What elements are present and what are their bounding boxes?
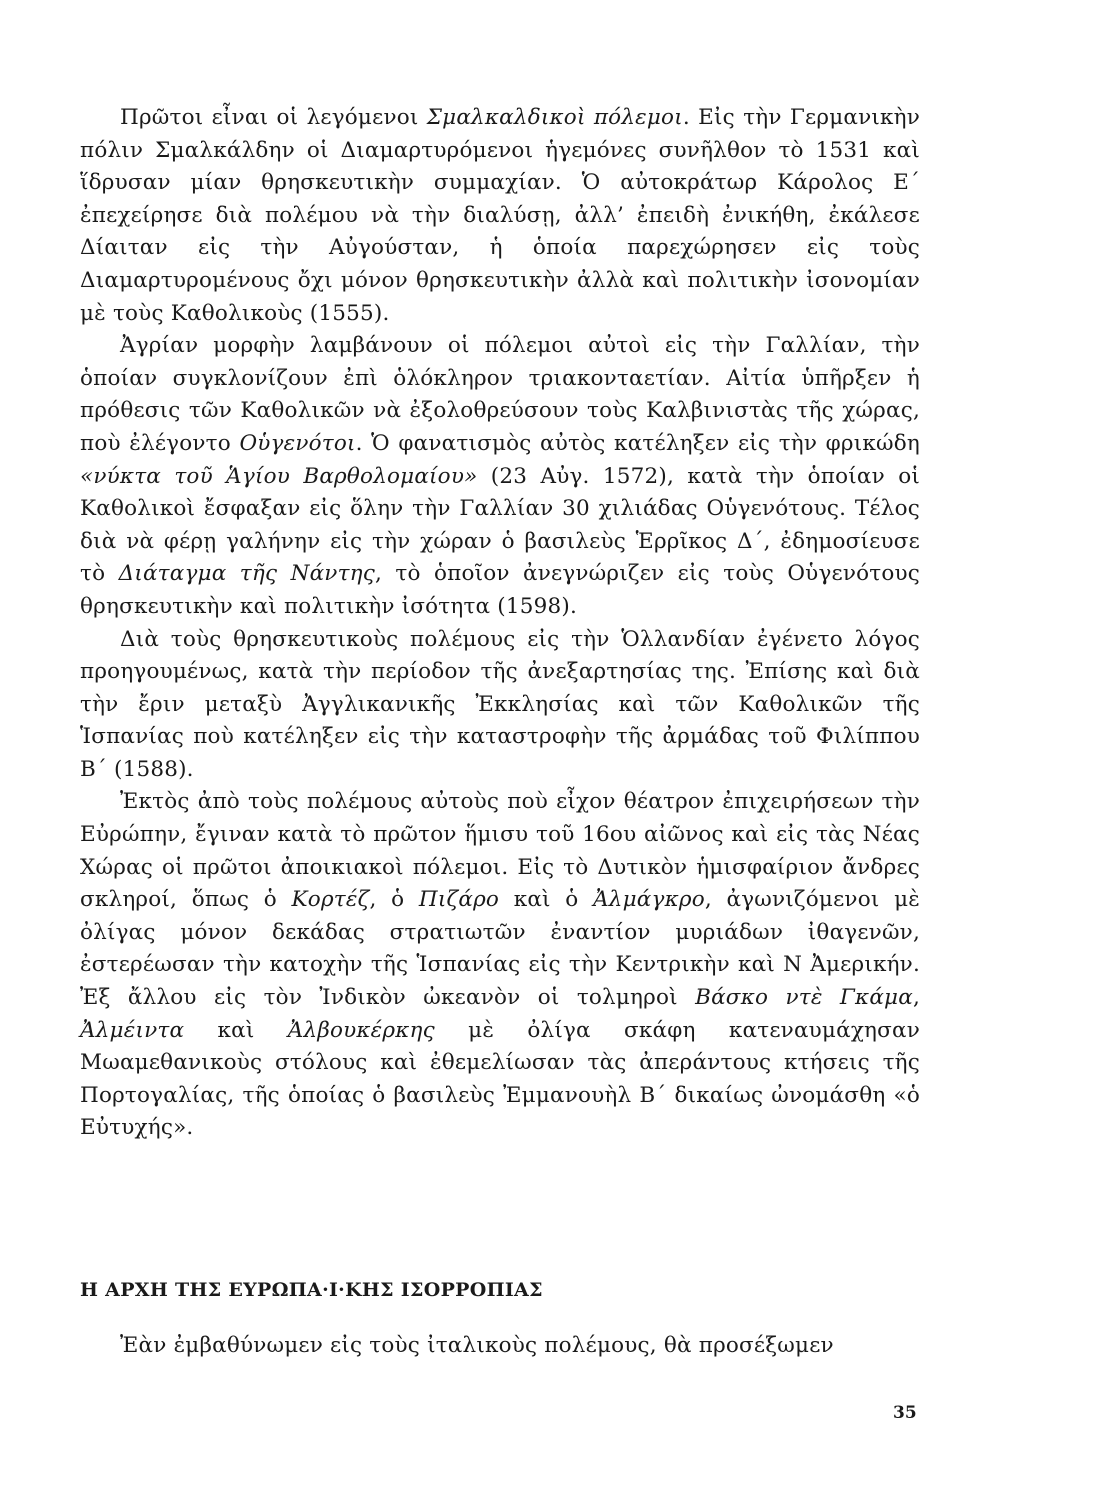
text-run: καὶ xyxy=(184,1017,288,1043)
text-run: . Ὁ φανατισμὸς αὐτὸς κατέληξεν εἰς τὴν φρικώδη xyxy=(355,430,920,456)
paragraph-3 xyxy=(80,624,920,787)
italic-term: Διάταγμα τῆς Νάντης xyxy=(118,561,375,587)
text-run: Διὰ τοὺς θρησκευτικοὺς πολέμους εἰς τὴν Ὁλλανδίαν ἐγένετο λόγος προηγουμένως, κατὰ τὴν περίοδον τῆς ἀνεξαρτησίας της. Ἐπίσης καὶ διὰ τὴν ἔριν μεταξὺ Ἀγγλικανικῆς Ἐκκλησίας καὶ τῶν Καθολικῶν τῆς Ἱσπανίας ποὺ κατέληξεν εἰς τὴν καταστροφὴν τῆς ἀρμάδας τοῦ Φιλίππου Β΄ (1588). xyxy=(80,626,920,782)
text-run: Ἐκτὸς ἀπὸ τοὺς πολέμους αὐτοὺς ποὺ εἶχον θέατρον ἐπιχειρήσεων τὴν Εὐρώπην, ἔγιναν κατὰ τὸ πρῶτον ἥμισυ τοῦ 16ου αἰῶνος καὶ εἰς τὰς Νέας Χώρας οἱ πρῶτοι ἀποικιακοὶ πόλεμοι. Εἰς τὸ Δυτικὸν ἡμισφαίριον ἄνδρες σκληροί, ὅπως ὁ xyxy=(80,789,920,913)
text-run: (23 Αὐγ. 1572), κατὰ τὴν ὁποίαν οἱ Καθολικοὶ ἔσφαξαν εἰς ὅλην τὴν Γαλλίαν 30 χιλιάδας Οὑγενότους. Τέλος διὰ νὰ φέρῃ γαλήνην εἰς τὴν χώραν ὁ βασιλεὺς Ἑρρῖκος Δ΄, ἐδημοσίευσε τὸ xyxy=(80,463,920,587)
paragraph-4 xyxy=(80,786,920,1145)
italic-term: Οὑγενότοι xyxy=(239,430,356,456)
text-run: μὲ ὀλίγα σκάφη κατεναυμάχησαν Μωαμεθανικοὺς στόλους καὶ ἐθεμελίωσαν τὰς ἀπεράντους κτήσεις τῆς Πορτογαλίας, τῆς ὁποίας ὁ βασιλεὺς Ἐμμανουὴλ Β΄ δικαίως ὠνομάσθη «ὁ Εὐτυχής». xyxy=(80,1017,920,1141)
italic-term: Βάσκο ντὲ Γκάμα xyxy=(695,985,913,1011)
italic-term: «νύκτα τοῦ Ἁγίου Βαρθολομαίου» xyxy=(80,463,478,489)
italic-term: Ἀλβουκέρκης xyxy=(287,1017,435,1043)
text-run: , xyxy=(912,985,920,1011)
text-run: , τὸ ὁποῖον ἀνεγνώριζεν εἰς τοὺς Οὑγενότους θρησκευτικὴν καὶ πολιτικὴν ἰσότητα (1598). xyxy=(80,561,921,619)
italic-term: Ἀλμέιντα xyxy=(80,1017,185,1043)
italic-term: Κορτέζ xyxy=(291,887,370,913)
text-run: , ἀγωνιζόμενοι μὲ ὀλίγας μόνον δεκάδας στρατιωτῶν ἐναντίον μυριάδων ἰθαγενῶν, ἐστερέωσαν τὴν κατοχὴν τῆς Ἱσπανίας εἰς τὴν Κεντρικὴν καὶ Ν Ἀμερικήν. Ἐξ ἄλλου εἰς τὸν Ἰνδικὸν ὠκεανὸν οἱ τολμηροὶ xyxy=(80,887,921,1011)
paragraph-1 xyxy=(80,102,920,330)
italic-term: Ἀλμάγκρο xyxy=(593,887,705,913)
paragraph-2 xyxy=(80,330,920,623)
text-run: Πρῶτοι εἶναι οἱ λεγόμενοι xyxy=(120,105,427,130)
italic-term: Σμαλκαλδικοὶ πόλεμοι xyxy=(426,105,683,130)
text-run: Ἀγρίαν μορφὴν λαμβάνουν οἱ πόλεμοι αὐτοὶ εἰς τὴν Γαλλίαν, τὴν ὁποίαν συγκλονίζουν ἐπὶ ὁλόκληρον τριακονταετίαν. Αἰτία ὑπῆρξεν ἡ πρόθεσις τῶν Καθολικῶν νὰ ἐξολοθρεύσουν τοὺς Καλβινιστὰς τῆς χώρας, ποὺ ἐλέγοντο xyxy=(80,333,920,456)
text-run: . Εἰς τὴν Γερμανικὴν πόλιν Σμαλκάλδην οἱ Διαμαρτυρόμενοι ἡγεμόνες συνῆλθον τὸ 1531 καὶ ἵδρυσαν μίαν θρησκευτικὴν συμμαχίαν. Ὁ αὐτοκράτωρ Κάρολος Ε΄ ἐπεχείρησε διὰ πολέμου νὰ τὴν διαλύσῃ, ἀλλ’ ἐπειδὴ ἐνικήθη, ἐκάλεσε Δίαιταν εἰς τὴν Αὐγούσταν, ἡ ὁποία παρεχώρησεν εἰς τοὺς Διαμαρτυρομένους ὄχι μόνον θρησκευτικὴν ἀλλὰ καὶ πολιτικὴν ἰσονομίαν μὲ τοὺς Καθολικοὺς (1555). xyxy=(80,105,920,326)
page-number: 35 xyxy=(893,1403,917,1423)
italic-term: Πιζάρο xyxy=(418,887,500,913)
text-run: , ὁ xyxy=(369,887,419,913)
text-run: καὶ ὁ xyxy=(499,887,594,913)
body-text xyxy=(80,102,920,1145)
paragraph-5: Ἐὰν ἐμβαθύνωμεν εἰς τοὺς ἰταλικοὺς πολέμους, θὰ προσέξωμεν xyxy=(120,1333,834,1358)
section-heading: Η ΑΡΧΗ ΤΗΣ ΕΥΡΩΠΑ·Ι·ΚΗΣ ΙΣΟΡΡΟΠΙΑΣ xyxy=(80,1279,543,1301)
